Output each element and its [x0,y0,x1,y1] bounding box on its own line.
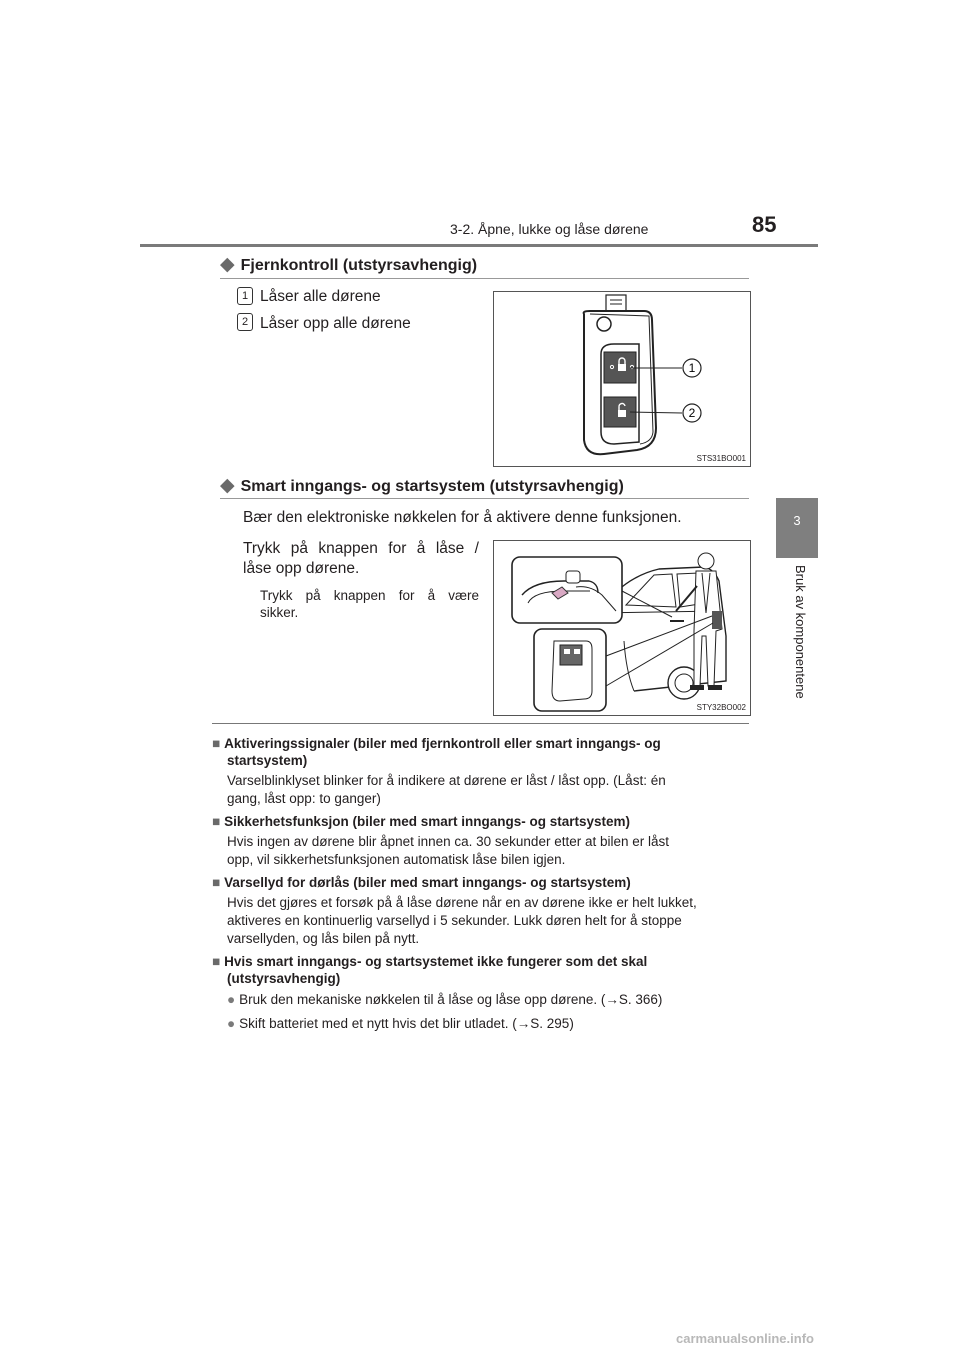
item-badge-2: 2 [237,313,253,331]
chapter-tab [776,498,818,558]
chapter-label: Bruk av komponentene [793,565,808,699]
square-bullet-icon: ■ [212,954,221,969]
remote-heading-rule [220,278,749,279]
footer-watermark: carmanualsonline.info [676,1331,814,1346]
smart-intro: Bær den elektroniske nøkkelen for å aktivere denne funksjonen. [243,509,682,526]
remote-key-figure [493,291,751,467]
note-malfunction-bullet-2: ● Skift batteriet med et nytt hvis det blir utladet. (→S. 295) [227,1016,574,1031]
callout-2: 2 [688,406,696,420]
diamond-icon: ◆ [220,254,235,275]
note-malfunction-title: ■ Hvis smart inngangs- og startsystemet ikke fungerer som det skal [212,954,648,969]
note-alarm-title: ■ Varsellyd for dørlås (biler med smart inngangs- og startsystem) [212,875,631,890]
square-bullet-icon: ■ [212,814,221,829]
note-alarm-body-3: varsellyden, og lås bilen på nytt. [227,931,420,946]
smart-entry-illustration [494,541,750,715]
header-rule [140,244,818,247]
smart-sub-line2: sikker. [260,605,299,620]
smart-entry-figure [493,540,751,716]
item-badge-1: 1 [237,287,253,305]
circle-bullet-icon: ● [227,992,236,1007]
note-alarm-body-2: aktiveres en kontinuerlig varsellyd i 5 sekunder. Lukk døren helt for å stoppe [227,913,682,928]
smart-instruction-line2: låse opp dørene. [243,560,360,577]
note-malfunction-bullet-1: ● Bruk den mekaniske nøkkelen til å låse og låse opp dørene. (→S. 366) [227,992,663,1007]
smart-sub-line1: Trykk på knappen for å være [260,588,479,603]
page-number: 85 [752,212,777,237]
item-text-lock: Låser alle dørene [260,288,381,305]
figure-code: STS31BO001 [696,454,746,463]
section-title: 3-2. Åpne, lukke og låse dørene [450,221,649,237]
square-bullet-icon: ■ [212,875,221,890]
chapter-number: 3 [793,513,801,528]
item-text-unlock: Låser opp alle dørene [260,315,411,332]
note-security-body-2: opp, vil sikkerhetsfunksjonen automatisk låse bilen igjen. [227,852,566,867]
figure-code: STY32BO002 [696,703,746,712]
note-activation-body-1: Varselblinklyset blinker for å indikere at dørene er låst / låst opp. (Låst: én [227,773,666,788]
notes-rule [212,723,749,724]
note-activation-title: ■ Aktiveringssignaler (biler med fjernkontroll eller smart inngangs- og [212,736,661,751]
circle-bullet-icon: ● [227,1016,236,1031]
note-security-body-1: Hvis ingen av dørene blir åpnet innen ca. 30 sekunder etter at bilen er låst [227,834,670,849]
callout-1: 1 [688,361,696,375]
smart-heading: ◆ Smart inngangs- og startsystem (utstyrsavhengig) [220,475,624,496]
smart-heading-rule [220,498,749,499]
smart-instruction-line1: Trykk på knappen for å låse / [243,540,479,557]
note-security-title: ■ Sikkerhetsfunksjon (biler med smart inngangs- og startsystem) [212,814,631,829]
note-activation-body-2: gang, låst opp: to ganger) [227,791,381,806]
note-malfunction-title-2: (utstyrsavhengig) [227,971,341,986]
square-bullet-icon: ■ [212,736,221,751]
note-alarm-body-1: Hvis det gjøres et forsøk på å låse dørene når en av dørene ikke er helt lukket, [227,895,697,910]
note-activation-title-2: startsystem) [227,753,308,768]
remote-heading: ◆ Fjernkontroll (utstyrsavhengig) [220,254,478,275]
diamond-icon: ◆ [220,475,235,496]
remote-key-illustration [494,292,750,466]
